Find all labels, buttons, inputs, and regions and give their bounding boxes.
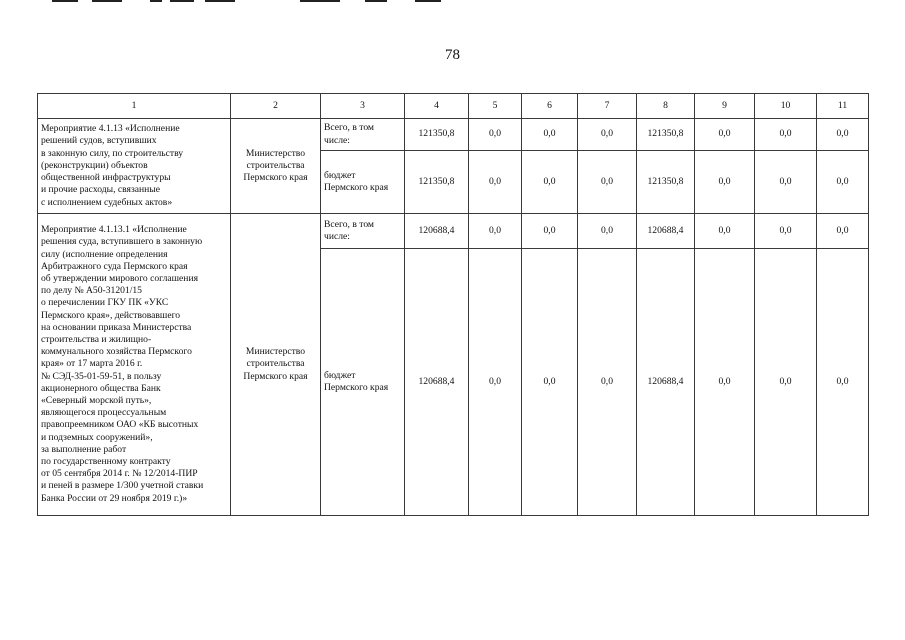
funding-source: бюджет Пермского края (321, 249, 405, 516)
value-cell: 0,0 (755, 214, 817, 249)
column-header: 7 (578, 94, 637, 119)
value-cell: 0,0 (755, 249, 817, 516)
budget-table (37, 93, 869, 516)
value-cell: 0,0 (469, 249, 522, 516)
funding-source: бюджет Пермского края (321, 151, 405, 214)
table-row (38, 119, 869, 151)
column-header: 9 (695, 94, 755, 119)
activity-executor: Министерство строительства Пермского края (231, 119, 321, 214)
value-cell: 0,0 (695, 214, 755, 249)
value-cell: 0,0 (578, 119, 637, 151)
column-header: 11 (817, 94, 869, 119)
scan-edge-marks (0, 0, 905, 3)
value-cell: 121350,8 (637, 151, 695, 214)
value-cell: 0,0 (695, 151, 755, 214)
column-header: 5 (469, 94, 522, 119)
value-cell: 0,0 (522, 151, 578, 214)
value-cell: 0,0 (817, 119, 869, 151)
column-header: 8 (637, 94, 695, 119)
value-cell: 120688,4 (405, 214, 469, 249)
funding-source: Всего, в том числе: (321, 119, 405, 151)
column-number-row (38, 94, 869, 119)
value-cell: 0,0 (522, 249, 578, 516)
funding-source: Всего, в том числе: (321, 214, 405, 249)
activity-description: Мероприятие 4.1.13.1 «Исполнение решения суда, вступившего в законную силу (исполнение определения Арбитражного суда Пермского края об утверждении мирового соглашения по делу № А50-31201/15 о перечислении ГКУ ПК «УКС Пермского края», действовавшего на основании приказа Министерства строительства и жилищно- коммунального хозяйства Пермского края» от 17 марта 2016 г. № СЭД-35-01-59-51, в пользу акционерного общества Банк «Северный морской путь», являющегося процессуальным правопреемником ОАО «КБ высотных и подземных сооружений», за выполнение работ по государственному контракту от 05 сентября 2014 г. № 12/2014-ПИР и пеней в размере 1/300 учетной ставки Банка России от 29 ноября 2019 г.)» (38, 214, 231, 516)
table-row (38, 214, 869, 249)
value-cell: 0,0 (578, 151, 637, 214)
activity-executor: Министерство строительства Пермского края (231, 214, 321, 516)
value-cell: 0,0 (469, 151, 522, 214)
value-cell: 121350,8 (405, 151, 469, 214)
value-cell: 120688,4 (637, 249, 695, 516)
column-header: 4 (405, 94, 469, 119)
value-cell: 0,0 (695, 119, 755, 151)
value-cell: 0,0 (522, 214, 578, 249)
value-cell: 0,0 (817, 151, 869, 214)
column-header: 6 (522, 94, 578, 119)
column-header: 1 (38, 94, 231, 119)
value-cell: 120688,4 (637, 214, 695, 249)
value-cell: 0,0 (469, 119, 522, 151)
column-header: 10 (755, 94, 817, 119)
value-cell: 0,0 (817, 249, 869, 516)
column-header: 2 (231, 94, 321, 119)
value-cell: 0,0 (578, 249, 637, 516)
activity-description: Мероприятие 4.1.13 «Исполнение решений судов, вступивших в законную силу, по строительству (реконструкции) объектов общественной инфраструктуры и прочие расходы, связанные с исполнением судебных актов» (38, 119, 231, 214)
column-header: 3 (321, 94, 405, 119)
value-cell: 0,0 (817, 214, 869, 249)
value-cell: 121350,8 (405, 119, 469, 151)
value-cell: 121350,8 (637, 119, 695, 151)
value-cell: 0,0 (522, 119, 578, 151)
page-number: 78 (445, 47, 460, 63)
value-cell: 0,0 (755, 119, 817, 151)
value-cell: 0,0 (469, 214, 522, 249)
value-cell: 0,0 (755, 151, 817, 214)
value-cell: 120688,4 (405, 249, 469, 516)
value-cell: 0,0 (578, 214, 637, 249)
value-cell: 0,0 (695, 249, 755, 516)
